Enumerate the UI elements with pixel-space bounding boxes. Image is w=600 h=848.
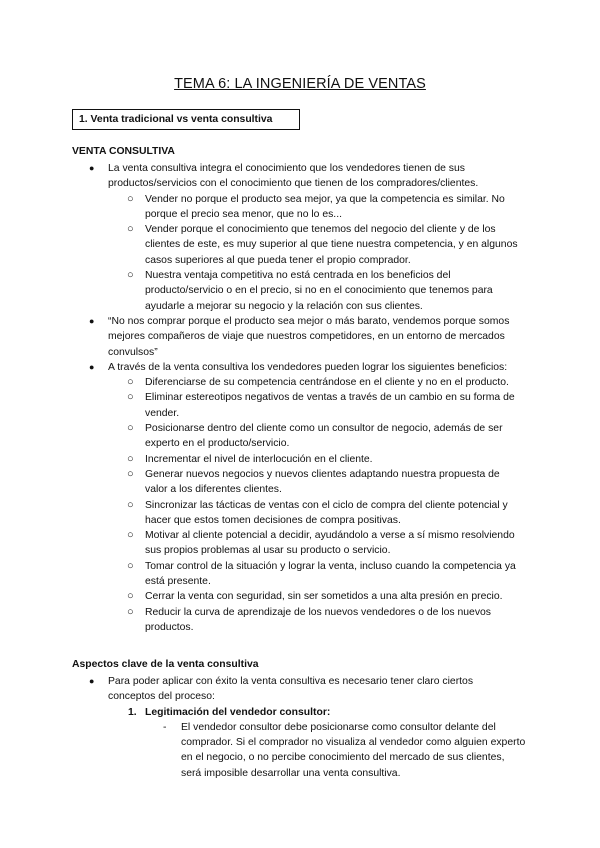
sub-list-item xyxy=(0,452,525,467)
bullet-circle-icon: ○ xyxy=(127,422,134,435)
sub-list-item xyxy=(0,268,525,314)
list-item-text: A través de la venta consultiva los vendedores pueden lograr los siguientes beneficios: xyxy=(108,361,508,373)
bullet-circle-icon: ○ xyxy=(127,590,134,603)
boxed-section-heading: 1. Venta tradicional vs venta consultiva xyxy=(72,109,300,130)
dash-list xyxy=(0,720,526,781)
bullet-circle-icon: ○ xyxy=(127,559,134,572)
bullet-circle-icon: ○ xyxy=(127,467,134,480)
bullet-circle-icon: ○ xyxy=(127,192,134,205)
bullet-dot-icon: ● xyxy=(89,676,95,686)
sub-list-item xyxy=(0,605,525,636)
bullet-circle-icon: ○ xyxy=(127,498,134,511)
list-item xyxy=(0,674,526,781)
sub-list-item-text: Sincronizar las tácticas de ventas con el ciclo de compra del cliente potencial y hacer que estos tomen decisiones de compra positivas. xyxy=(145,499,508,526)
sub-list xyxy=(0,375,518,635)
bullet-dot-icon: ● xyxy=(89,163,95,173)
sub-list-item xyxy=(0,467,525,498)
list-item-text: La venta consultiva integra el conocimiento que los vendedores tienen de sus productos/servicios con el conocimiento que tienen de los compradores/clientes. xyxy=(108,163,479,190)
aspectos-clave-list xyxy=(0,674,600,781)
sub-list-item xyxy=(0,559,525,590)
sub-list-item-text: Motivar al cliente potencial a decidir, ayudándolo a verse a sí mismo resolviendo sus propios problemas al usar su producto o servicio. xyxy=(145,530,515,557)
section-heading-aspectos-clave: Aspectos clave de la venta consultiva xyxy=(72,659,259,670)
page-title: TEMA 6: LA INGENIERÍA DE VENTAS xyxy=(174,76,426,92)
sub-list-item-text: Nuestra ventaja competitiva no está centrada en los beneficios del producto/servicio o en el precio, si no en el conocimiento que tenemos para ayudarle a mejorar su negocio y la relación con sus clientes. xyxy=(145,270,493,312)
sub-list-item xyxy=(0,498,525,529)
bullet-circle-icon: ○ xyxy=(127,223,134,236)
sub-list-item xyxy=(0,421,525,452)
numbered-item-label: Legitimación del vendedor consultor: xyxy=(145,706,331,718)
dash-bullet-icon: - xyxy=(163,721,167,733)
sub-list-item-text: Vender no porque el producto sea mejor, ya que la competencia es similar. No porque el precio sea menor, que no lo es... xyxy=(145,193,505,220)
sub-list-item-text: Diferenciarse de su competencia centrándose en el cliente y no en el producto. xyxy=(145,377,509,389)
bullet-circle-icon: ○ xyxy=(127,269,134,282)
list-number: 1. xyxy=(128,706,137,718)
bullet-circle-icon: ○ xyxy=(127,376,134,389)
sub-list-item-text: Reducir la curva de aprendizaje de los nuevos vendedores o de los nuevos productos. xyxy=(145,606,491,633)
sub-list-item-text: Eliminar estereotipos negativos de ventas a través de un cambio en su forma de vender. xyxy=(145,392,515,419)
bullet-circle-icon: ○ xyxy=(127,529,134,542)
dash-list-item xyxy=(0,720,526,781)
section-heading-venta-consultiva: VENTA CONSULTIVA xyxy=(72,146,175,157)
sub-list-item xyxy=(0,390,525,421)
sub-list-item-text: Incrementar el nivel de interlocución en el cliente. xyxy=(145,453,373,465)
list-item xyxy=(0,161,518,314)
sub-list-item xyxy=(0,589,525,604)
bullet-dot-icon: ● xyxy=(89,315,95,326)
bullet-circle-icon: ○ xyxy=(127,452,134,465)
bullet-circle-icon: ○ xyxy=(127,391,134,404)
venta-consultiva-list xyxy=(0,161,600,635)
bullet-circle-icon: ○ xyxy=(127,605,134,618)
dash-item-text: El vendedor consultor debe posicionarse como consultor delante del comprador. Si el comprador no visualiza al vendedor como alguien experto en el negocio, o no percibe conocimiento del mercado de sus clientes, será imposible desarrollar una venta consultiva. xyxy=(181,721,526,779)
numbered-list-item xyxy=(0,705,526,781)
sub-list xyxy=(0,192,518,314)
list-item xyxy=(0,360,518,635)
bullet-dot-icon: ● xyxy=(89,361,95,372)
sub-list-item-text: Tomar control de la situación y lograr la venta, incluso cuando la competencia ya está presente. xyxy=(145,560,516,588)
sub-list-item xyxy=(0,528,525,559)
sub-list-item xyxy=(0,222,525,268)
list-item-text: “No nos comprar porque el producto sea mejor o más barato, vendemos porque somos mejores compañeros de viaje que nuestros competidores, en un entorno de mercados convulsos” xyxy=(108,315,510,358)
numbered-list xyxy=(0,705,526,781)
sub-list-item-text: Cerrar la venta con seguridad, sin ser sometidos a una alta presión en precio. xyxy=(145,591,503,603)
sub-list-item xyxy=(0,192,525,223)
sub-list-item-text: Vender porque el conocimiento que tenemos del negocio del cliente y de los clientes de este, es muy superior al que tiene nuestra competencia, y en algunos casos superiores al que pueda tener el propio comprador. xyxy=(145,224,518,266)
sub-list-item-text: Posicionarse dentro del cliente como un consultor de negocio, además de ser experto en el producto/servicio. xyxy=(145,423,503,450)
list-item-text: Para poder aplicar con éxito la venta consultiva es necesario tener claro ciertos conceptos del proceso: xyxy=(108,676,474,703)
sub-list-item-text: Generar nuevos negocios y nuevos clientes adaptando nuestra propuesta de valor a los diferentes clientes. xyxy=(145,468,500,496)
sub-list-item xyxy=(0,375,525,390)
list-item xyxy=(0,314,518,360)
